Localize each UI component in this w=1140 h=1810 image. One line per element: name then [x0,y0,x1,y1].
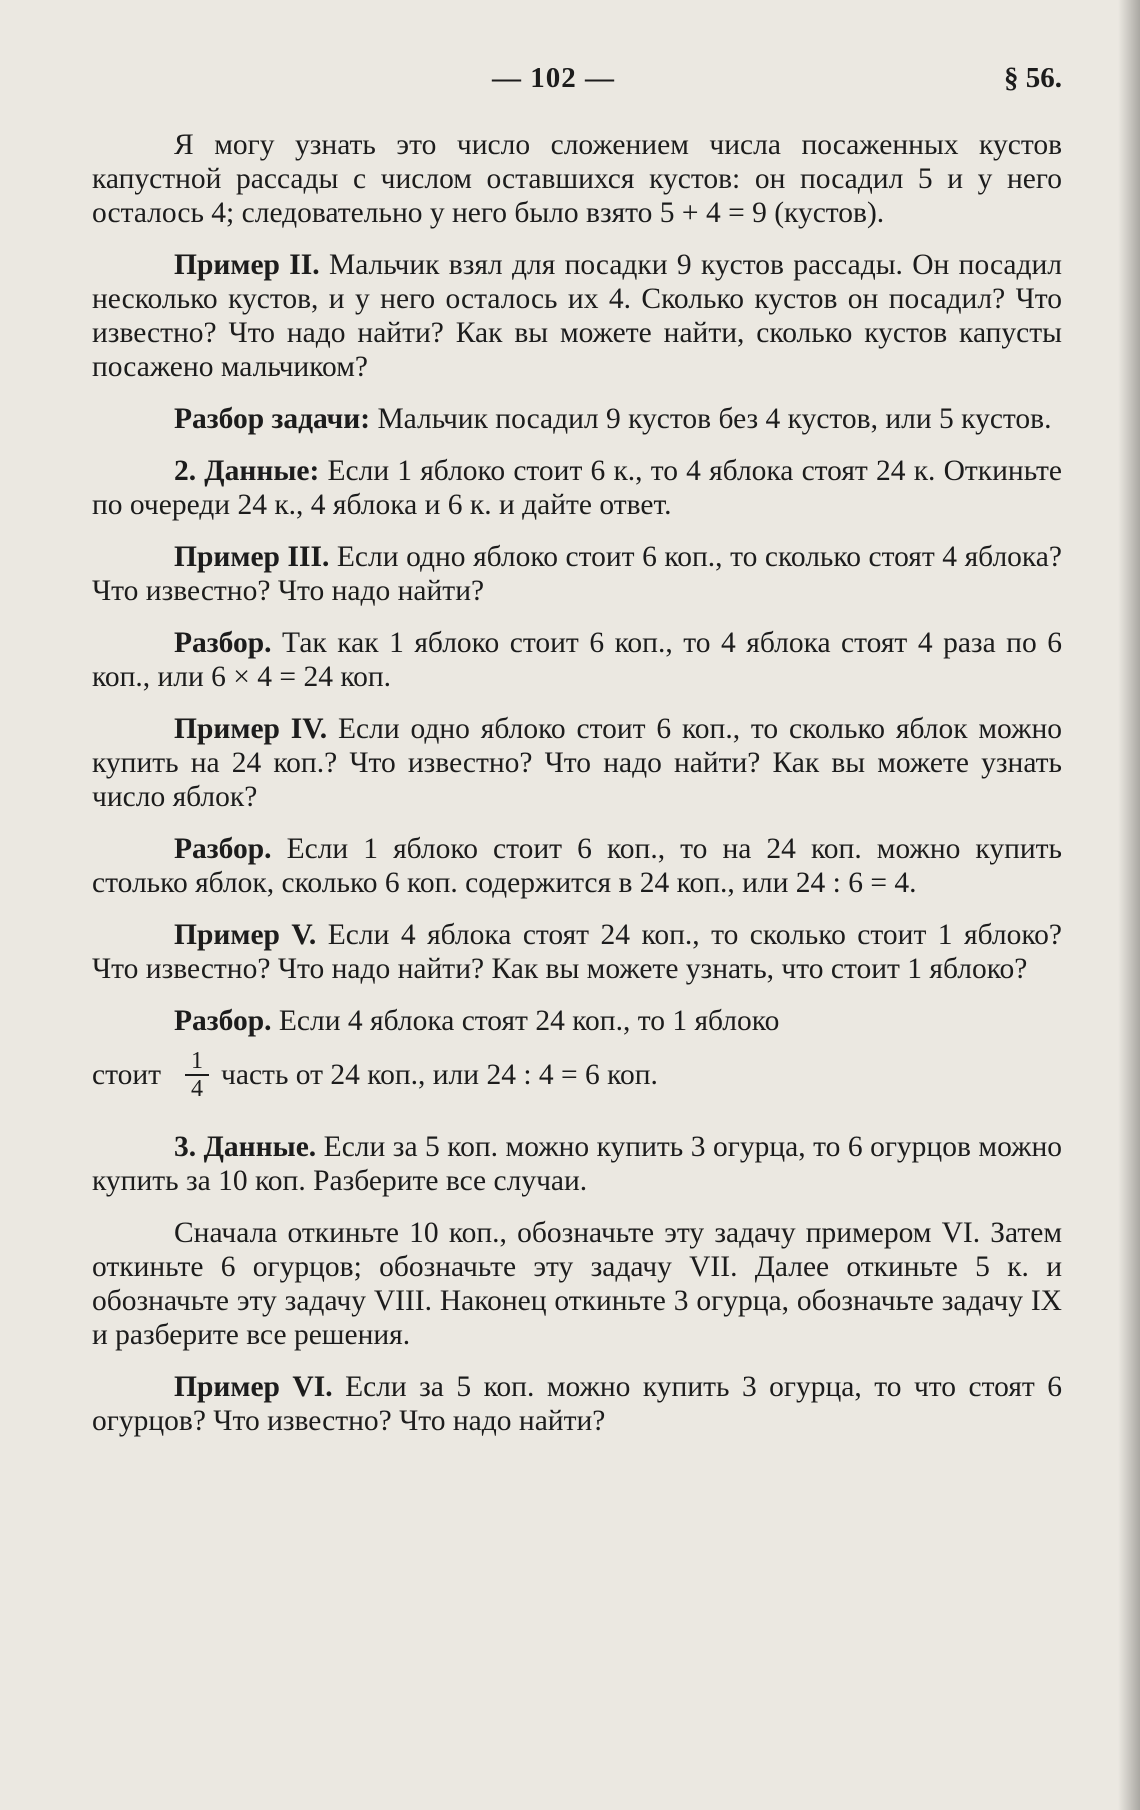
paragraph-text: Если за 5 коп. можно купить 3 огурца, то 6 огурцов можно купить за 10 коп. Разберите все случаи. [92,1131,1062,1197]
paragraph [92,128,1062,230]
fraction-line [92,1048,1062,1102]
paragraph-lead: Разбор задачи: [174,403,371,435]
paragraph-text: Так как 1 яблоко стоит 6 коп., то 4 яблока стоят 4 раза по 6 коп., или 6 × 4 = 24 коп. [92,627,1062,693]
fraction-denominator: 4 [191,1076,204,1102]
paragraph-lead: Пример V. [174,919,317,951]
paragraph [92,454,1062,522]
paragraph-text: Сначала откиньте 10 коп., обозначьте эту задачу примером VI. Затем откиньте 6 огурцов; обозначьте эту задачу VII. Далее откиньте 5 к. и обозначьте эту задачу VIII. Наконец откиньте 3 огурца, обозначьте задачу IX и разберите все решения. [92,1217,1062,1351]
fraction-line-after: часть от 24 коп., или 24 : 4 = 6 коп. [221,1059,658,1091]
paragraph-text: Если за 5 коп. можно купить 3 огурца, то что стоят 6 огурцов? Что известно? Что надо найти? [92,1371,1063,1437]
paragraph-lead: 2. Данные: [174,455,320,487]
paragraph-lead: Пример IV. [174,713,328,745]
paragraph [92,540,1062,608]
fraction-line-before: стоит [92,1059,162,1091]
paragraph-text: Мальчик посадил 9 кустов без 4 кустов, или 5 кустов. [377,403,1052,435]
paragraph-text: Если 1 яблоко стоит 6 коп., то на 24 коп. можно купить столько яблок, сколько 6 коп. содержится в 24 коп., или 24 : 6 = 4. [92,833,1063,899]
paragraph [92,1130,1062,1198]
paragraph-lead: Разбор. [174,627,272,659]
paragraph-text: Если 4 яблока стоят 24 коп., то 1 яблоко [278,1005,780,1037]
paragraph [92,832,1062,900]
paragraph-lead: Пример III. [174,541,330,573]
paragraph-text: Если одно яблоко стоит 6 коп., то сколько стоят 4 яблока? Что известно? Что надо найти? [92,541,1062,607]
paragraph-text: Если 1 яблоко стоит 6 к., то 4 яблока стоят 24 к. Откиньте по очереди 24 к., 4 яблока и 6 к. и дайте ответ. [92,455,1063,521]
paragraph [92,248,1062,384]
paragraph [92,1004,1062,1038]
page-header [92,58,1062,102]
paragraph [92,626,1062,694]
paragraph-lead: Разбор. [174,1005,272,1037]
paragraph [92,1216,1062,1352]
paragraph-text: Если 4 яблока стоят 24 коп., то сколько стоит 1 яблоко? Что известно? Что надо найти? Как вы можете узнать, что стоит 1 яблоко? [92,919,1063,985]
paragraph-text: Если одно яблоко стоит 6 коп., то сколько яблок можно купить на 24 коп.? Что известно? Что надо найти? Как вы можете узнать число яблок? [92,713,1062,813]
paragraph-lead: 3. Данные. [174,1131,317,1163]
paragraph-lead: Разбор. [174,833,272,865]
fraction [185,1048,209,1102]
paragraph-lead: Пример VI. [174,1371,333,1403]
paragraph-text: Я могу узнать это число сложением числа посаженных кустов капустной рассады с числом оставшихся кустов: он посадил 5 и у него осталось 4; следовательно у него было взято 5 + 4 = 9 (кустов). [92,129,1062,229]
fraction-numerator: 1 [185,1048,209,1076]
paragraph [92,918,1062,986]
paragraph-text: Мальчик взял для посадки 9 кустов рассады. Он посадил несколько кустов, и у него осталось их 4. Сколько кустов он посадил? Что известно? Что надо найти? Как вы можете найти, сколько кустов капусты посажено мальчиком? [92,249,1063,383]
paragraph [92,402,1062,436]
page-number: — 102 — [492,62,615,94]
paragraph-lead: Пример II. [174,249,320,281]
page-edge-shadow [1118,0,1140,1810]
page-body [92,128,1062,1456]
paragraph [92,712,1062,814]
paragraph [92,1370,1062,1438]
section-number: § 56. [1004,62,1062,94]
